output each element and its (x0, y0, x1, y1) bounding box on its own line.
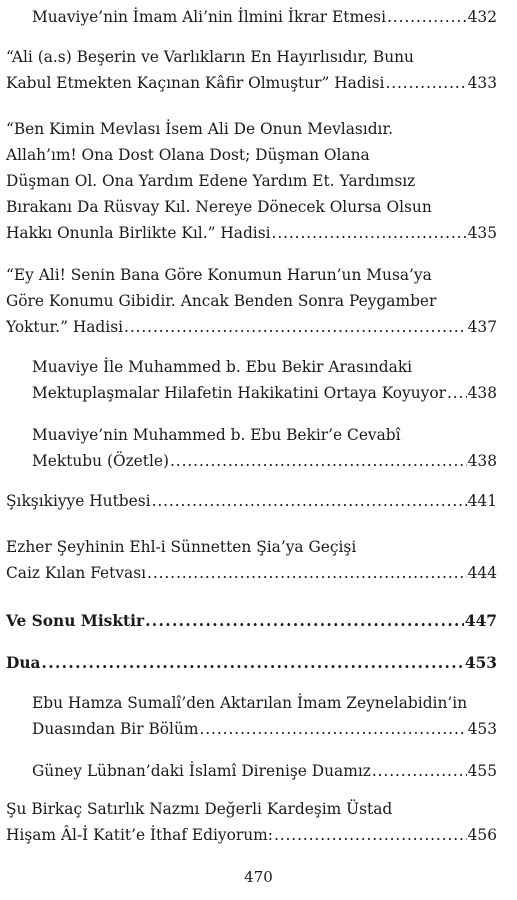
toc-entry-title: Yoktur.” Hadisi (6, 318, 124, 336)
toc-entry-title: Hakkı Onunla Birlikte Kıl.” Hadisi (6, 224, 271, 242)
toc-page-number: 438 (467, 384, 497, 402)
leader-dots (42, 650, 464, 676)
toc-entry-title: Mektubu (Özetle) (32, 452, 170, 470)
toc-entry[interactable] (6, 262, 497, 340)
toc-entry-last-line (32, 448, 497, 474)
toc-entry-line: Muaviye’nin Muhammed b. Ebu Bekir’e Cevabî (32, 426, 401, 444)
toc-page-number: 444 (467, 564, 497, 582)
toc-entry-title: Güney Lübnan’daki İslamî Direnişe Duamız (32, 762, 371, 780)
toc-entry-title: Şıkşıkiyye Hutbesi (6, 492, 151, 510)
toc-entry-last-line (6, 560, 497, 586)
toc-entry-title: Ve Sonu Misktir (6, 612, 145, 630)
toc-page-number: 435 (467, 224, 497, 242)
toc-entry-line: Muaviye İle Muhammed b. Ebu Bekir Arasındaki (32, 358, 413, 376)
toc-entry-title: Mektuplaşmalar Hilafetin Hakikatini Ortaya Koyuyor (32, 384, 446, 402)
toc-entry-last-line (32, 758, 497, 784)
toc-page-number: 456 (467, 826, 497, 844)
leader-dots (385, 70, 466, 96)
toc-entry[interactable] (32, 4, 497, 30)
toc-entry[interactable] (32, 690, 497, 742)
toc-entry-last-line (6, 70, 497, 96)
toc-entry-last-line (32, 4, 497, 30)
toc-entry-last-line (32, 380, 497, 406)
toc-page-number: 433 (467, 74, 497, 92)
toc-page-number: 438 (467, 452, 497, 470)
toc-entry[interactable] (6, 116, 497, 246)
toc-entry-line: Göre Konumu Gibidir. Ancak Benden Sonra Peygamber (6, 292, 437, 310)
toc-page-number: 437 (467, 318, 497, 336)
leader-dots (272, 220, 467, 246)
toc-page-number: 453 (464, 654, 497, 672)
toc-entry-line: Allah’ım! Ona Dost Olana Dost; Düşman Olana (6, 146, 370, 164)
toc-entry-last-line (6, 488, 497, 514)
toc-entry-title: Duasından Bir Bölüm (32, 720, 199, 738)
toc-entry[interactable] (6, 608, 497, 634)
toc-entry-line: Düşman Ol. Ona Yardım Edene Yardım Et. Yardımsız (6, 172, 416, 190)
leader-dots (372, 758, 467, 784)
toc-page-number: 455 (467, 762, 497, 780)
toc-entry-last-line (32, 716, 497, 742)
toc-entry-line: Bırakanı Da Rüsvay Kıl. Nereye Dönecek Olursa Olsun (6, 198, 432, 216)
toc-entry[interactable] (32, 422, 497, 474)
leader-dots (199, 716, 466, 742)
toc-entry[interactable] (6, 534, 497, 586)
toc-entry[interactable] (6, 650, 497, 676)
toc-entry[interactable] (32, 354, 497, 406)
toc-entry-last-line (6, 650, 497, 676)
toc-page-number: 432 (467, 8, 497, 26)
toc-entry-title: Kabul Etmekten Kaçınan Kâfir Olmuştur” Hadisi (6, 74, 385, 92)
toc-page-number: 447 (464, 612, 497, 630)
toc-entry-last-line (6, 608, 497, 634)
toc-entry-title: Dua (6, 654, 41, 672)
toc-entry[interactable] (6, 796, 497, 848)
leader-dots (274, 822, 467, 848)
leader-dots (387, 4, 467, 30)
toc-entry-line: Şu Birkaç Satırlık Nazmı Değerli Kardeşim Üstad (6, 800, 393, 818)
toc-entry-last-line (6, 314, 497, 340)
toc-entry-line: Ezher Şeyhinin Ehl-i Sünnetten Şia’ya Geçişi (6, 538, 357, 556)
leader-dots (170, 448, 467, 474)
toc-entry[interactable] (6, 488, 497, 514)
toc-entry-last-line (6, 822, 497, 848)
toc-entry-last-line (6, 220, 497, 246)
toc-page-number: 453 (467, 720, 497, 738)
leader-dots (145, 608, 464, 634)
toc-entry-line: Ebu Hamza Sumalî’den Aktarılan İmam Zeynelabidin’in (32, 694, 468, 712)
leader-dots (124, 314, 467, 340)
toc-page-number: 441 (467, 492, 497, 510)
toc-entry-title: Muaviye’nin İmam Ali’nin İlmini İkrar Etmesi (32, 8, 386, 26)
toc-entry[interactable] (32, 758, 497, 784)
toc-entry-line: “Ali (a.s) Beşerin ve Varlıkların En Hayırlısıdır, Bunu (6, 48, 414, 66)
leader-dots (152, 488, 467, 514)
toc-entry-title: Hişam Âl-İ Katit’e İthaf Ediyorum: (6, 826, 273, 844)
leader-dots (447, 380, 467, 406)
toc-entry-line: “Ey Ali! Senin Bana Göre Konumun Harun’un Musa’ya (6, 266, 432, 284)
toc-entry-line: “Ben Kimin Mevlası İsem Ali De Onun Mevlasıdır. (6, 120, 394, 138)
leader-dots (147, 560, 467, 586)
toc-entry[interactable] (6, 44, 497, 96)
toc-entry-title: Caiz Kılan Fetvası (6, 564, 147, 582)
page-number-footer: 470 (244, 868, 273, 886)
